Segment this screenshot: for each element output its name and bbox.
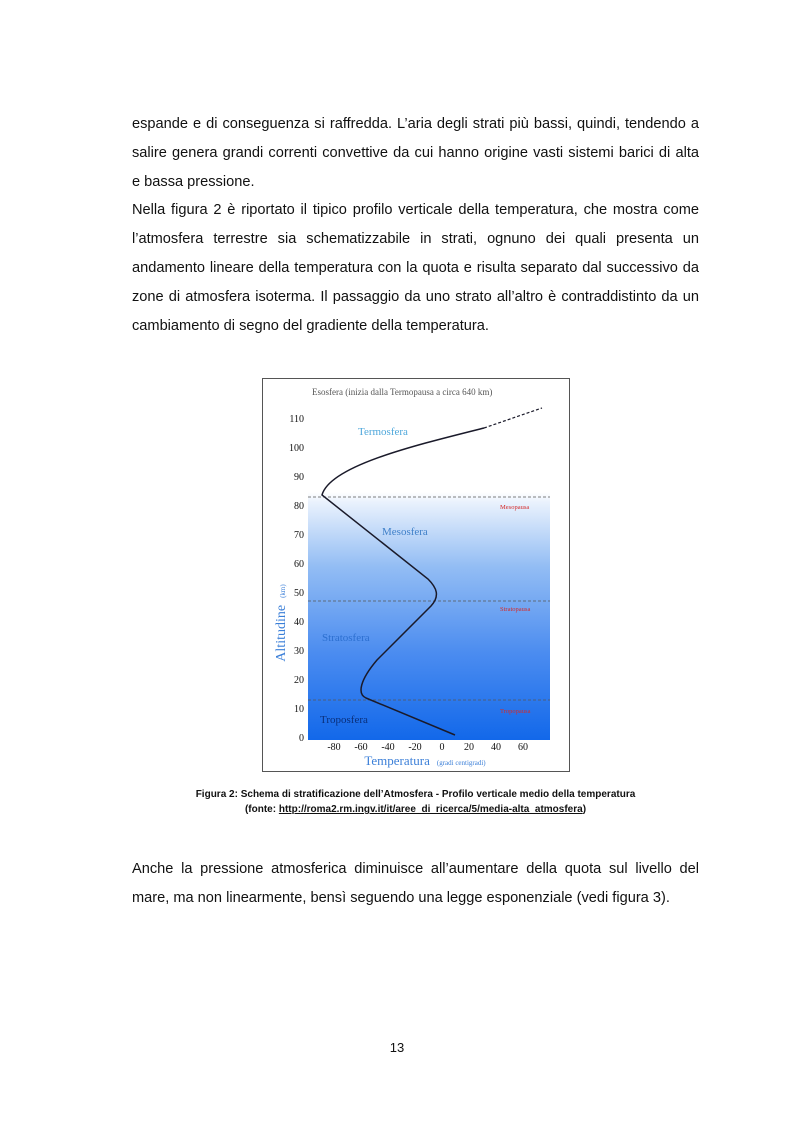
- figure-caption: [132, 787, 699, 817]
- layer-label-termosfera: Termosfera: [358, 426, 408, 438]
- layer-label-mesosfera: Mesosfera: [382, 526, 428, 538]
- text-line: Nella figura 2 è riportato il tipico profilo verticale della temperatura, che mostra come: [132, 202, 699, 219]
- y-tick-label: 80: [294, 501, 304, 512]
- caption-line-1: Figura 2: Schema di stratificazione dell’Atmosfera - Profilo verticale medio della temperatura: [195, 789, 636, 800]
- caption-prefix: (fonte:: [244, 804, 279, 815]
- text-line: zone di atmosfera isoterma. Il passaggio da uno strato all’altro è contraddistinto da un: [132, 288, 699, 305]
- pause-label-mesopausa: Mesopausa: [500, 504, 530, 511]
- caption-suffix: ): [582, 804, 587, 815]
- y-tick-label: 20: [294, 675, 304, 686]
- x-tick-label: -40: [381, 742, 395, 753]
- text-line: mare, ma non linearmente, bensì seguendo una legge esponenziale (vedi figura 3).: [132, 889, 670, 906]
- sky-gradient: [308, 492, 550, 740]
- text-line: l’atmosfera terrestre sia schematizzabile in strati, ognuno dei quali presenta un: [132, 231, 699, 248]
- y-tick-label: 100: [289, 443, 304, 454]
- esosfera-label: Esosfera (inizia dalla Termopausa a circa 640 km): [312, 387, 493, 397]
- caption-line-2: [132, 802, 699, 817]
- text-line: espande e di conseguenza si raffredda. L’aria degli strati più bassi, quindi, tendendo a: [132, 116, 699, 132]
- y-tick-label: 70: [294, 530, 304, 541]
- x-axis-unit: (gradi centigradi): [436, 759, 486, 767]
- paragraph-1: [132, 110, 699, 340]
- source-link[interactable]: http://roma2.rm.ingv.it/it/aree_di_ricerca/5/media-alta_atmosfera: [278, 804, 583, 815]
- text-line: cambiamento di segno del gradiente della temperatura.: [132, 317, 489, 334]
- x-tick-label: -60: [354, 742, 368, 753]
- x-tick-label: -80: [327, 742, 341, 753]
- pause-label-tropopausa: Tropopausa: [500, 708, 531, 715]
- x-tick-label: 60: [518, 742, 528, 753]
- layer-label-troposfera: Troposfera: [320, 714, 368, 726]
- y-tick-label: 90: [294, 472, 304, 483]
- y-tick-label: 110: [289, 414, 304, 425]
- y-tick-label: 40: [294, 617, 304, 628]
- x-axis-title-text: Temperatura: [364, 753, 430, 768]
- x-tick-label: 40: [491, 742, 501, 753]
- layer-label-stratosfera: Stratosfera: [322, 632, 370, 644]
- paragraph-2: [132, 855, 699, 913]
- x-tick-label: 20: [464, 742, 474, 753]
- y-tick-label: 30: [294, 646, 304, 657]
- text-line: salire genera grandi correnti convettive da cui hanno origine vasti sistemi barici di alta: [132, 144, 699, 161]
- y-axis-unit: (km): [279, 584, 287, 598]
- x-tick-label: 0: [439, 742, 445, 753]
- y-tick-label: 10: [294, 704, 304, 715]
- y-tick-label: 60: [294, 559, 304, 570]
- text-line: Anche la pressione atmosferica diminuisce all’aumentare della quota sul livello del: [132, 861, 699, 877]
- x-tick-label: -20: [408, 742, 422, 753]
- y-tick-label: 0: [299, 733, 304, 744]
- text-line: e bassa pressione.: [132, 173, 255, 190]
- text-line: andamento lineare della temperatura con la quota e risulta separato dal successivo da: [132, 259, 699, 276]
- y-axis-title-text: Altitudine: [274, 604, 289, 662]
- page-number: 13: [389, 1040, 405, 1055]
- atmosphere-temperature-figure: [262, 378, 570, 772]
- pause-label-stratopausa: Stratopausa: [500, 606, 531, 613]
- y-tick-label: 50: [294, 588, 304, 599]
